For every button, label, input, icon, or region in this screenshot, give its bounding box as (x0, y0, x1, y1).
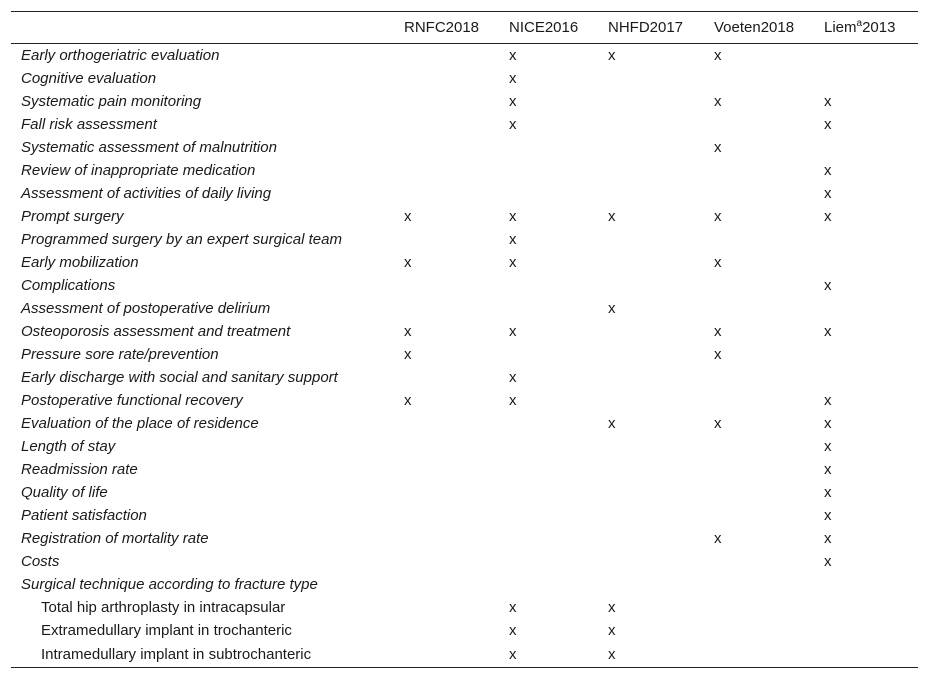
row-mark (499, 159, 598, 182)
row-mark: x (714, 92, 722, 110)
row-mark: x (824, 552, 832, 570)
row-mark: x (404, 207, 412, 225)
row-mark (393, 274, 499, 297)
table-row (11, 366, 918, 389)
row-mark (393, 550, 499, 573)
row-mark (598, 366, 704, 389)
row-mark: x (509, 207, 517, 225)
row-mark (704, 435, 814, 458)
row-mark (598, 389, 704, 412)
row-mark (393, 90, 499, 113)
row-label: Length of stay (21, 437, 116, 455)
row-mark (814, 343, 918, 366)
row-label: Evaluation of the place of residence (21, 414, 259, 432)
row-mark (704, 642, 814, 668)
row-label: Early orthogeriatric evaluation (21, 46, 220, 64)
row-mark: x (824, 161, 832, 179)
row-mark (814, 366, 918, 389)
row-mark: x (824, 92, 832, 110)
row-mark: x (509, 368, 517, 386)
table-row (11, 389, 918, 412)
row-mark (704, 389, 814, 412)
row-mark (499, 274, 598, 297)
row-mark (598, 320, 704, 343)
row-label: Cognitive evaluation (21, 69, 157, 87)
row-mark (393, 412, 499, 435)
row-mark: x (608, 46, 616, 64)
row-label: Quality of life (21, 483, 108, 501)
row-mark (499, 527, 598, 550)
row-mark: x (404, 345, 412, 363)
row-mark: x (714, 207, 722, 225)
row-mark (814, 67, 918, 90)
row-mark (814, 573, 918, 596)
row-mark (499, 343, 598, 366)
row-mark: x (509, 391, 517, 409)
row-mark (393, 596, 499, 619)
table-row (11, 642, 918, 668)
row-mark: x (509, 322, 517, 340)
row-mark (393, 642, 499, 668)
row-mark (704, 504, 814, 527)
row-mark (814, 297, 918, 320)
row-mark (814, 251, 918, 274)
row-mark: x (598, 642, 704, 668)
row-mark (393, 619, 499, 642)
row-mark: x (824, 115, 832, 133)
row-mark: x (404, 391, 412, 409)
row-label: Intramedullary implant in subtrochanteric (11, 642, 393, 668)
row-mark: x (608, 299, 616, 317)
table-row (11, 527, 918, 550)
row-mark (704, 182, 814, 205)
row-mark (598, 228, 704, 251)
row-mark: x (509, 46, 517, 64)
row-mark: x (824, 414, 832, 432)
row-mark: x (824, 483, 832, 501)
row-mark: x (608, 414, 616, 432)
row-mark: x (824, 207, 832, 225)
row-mark (814, 596, 918, 619)
row-label: Fall risk assessment (21, 115, 157, 133)
row-label: Programmed surgery by an expert surgical team (21, 230, 342, 248)
row-mark (704, 113, 814, 136)
row-label: Prompt surgery (21, 207, 124, 225)
header-liem-year: 2013 (862, 19, 896, 36)
table-row (11, 67, 918, 90)
header-row (11, 12, 918, 44)
table-row (11, 596, 918, 619)
row-mark: x (714, 414, 722, 432)
row-mark: x (509, 69, 517, 87)
table-row (11, 573, 918, 596)
row-mark: x (509, 621, 517, 639)
row-label: Assessment of activities of daily living (21, 184, 272, 202)
row-mark (393, 481, 499, 504)
row-mark (393, 44, 499, 67)
row-mark: x (714, 46, 722, 64)
row-mark (499, 412, 598, 435)
row-mark (393, 297, 499, 320)
row-mark (499, 458, 598, 481)
row-mark (393, 228, 499, 251)
row-mark: x (824, 437, 832, 455)
row-mark (598, 343, 704, 366)
table-row (11, 274, 918, 297)
row-mark: x (608, 621, 616, 639)
table-row (11, 113, 918, 136)
header-voeten2018: Voeten2018 (704, 12, 814, 44)
row-mark (598, 182, 704, 205)
header-nice2016: NICE2016 (499, 12, 598, 44)
row-mark (598, 504, 704, 527)
row-mark: x (714, 138, 722, 156)
row-mark (598, 136, 704, 159)
row-mark (704, 550, 814, 573)
header-rnfc2018: RNFC2018 (393, 12, 499, 44)
row-mark (814, 619, 918, 642)
row-mark (704, 481, 814, 504)
row-label: Systematic pain monitoring (21, 92, 202, 110)
table-row (11, 619, 918, 642)
row-label: Costs (21, 552, 60, 570)
row-mark (704, 366, 814, 389)
row-mark: x (714, 345, 722, 363)
table-row (11, 412, 918, 435)
row-mark (704, 274, 814, 297)
row-mark (393, 67, 499, 90)
row-mark (393, 435, 499, 458)
row-mark: x (509, 92, 517, 110)
table-row (11, 504, 918, 527)
header-liem-name: Liem (824, 19, 857, 36)
row-label: Review of inappropriate medication (21, 161, 256, 179)
row-mark (704, 297, 814, 320)
row-mark: x (824, 506, 832, 524)
table-row (11, 90, 918, 113)
row-mark (499, 550, 598, 573)
table-row (11, 550, 918, 573)
row-label: Extramedullary implant in trochanteric (41, 621, 292, 639)
table-row (11, 458, 918, 481)
row-mark: x (824, 322, 832, 340)
table-body (11, 44, 918, 668)
row-mark (704, 573, 814, 596)
row-mark (814, 642, 918, 668)
row-mark (393, 458, 499, 481)
row-mark (598, 573, 704, 596)
row-mark (393, 573, 499, 596)
row-mark (499, 481, 598, 504)
row-mark: x (714, 322, 722, 340)
row-mark (393, 113, 499, 136)
row-mark (704, 596, 814, 619)
row-mark: x (608, 207, 616, 225)
row-mark (393, 159, 499, 182)
row-mark (598, 527, 704, 550)
row-mark: x (404, 253, 412, 271)
table-row (11, 44, 918, 67)
row-mark (598, 435, 704, 458)
table-row (11, 343, 918, 366)
row-label: Total hip arthroplasty in intracapsular (41, 598, 286, 616)
row-mark (393, 504, 499, 527)
row-mark (598, 251, 704, 274)
row-mark: x (404, 322, 412, 340)
table-row (11, 136, 918, 159)
table-row (11, 159, 918, 182)
row-mark (598, 458, 704, 481)
row-mark: x (499, 642, 598, 668)
row-mark (499, 435, 598, 458)
row-mark: x (509, 598, 517, 616)
row-mark (704, 159, 814, 182)
row-mark (598, 274, 704, 297)
row-mark (393, 136, 499, 159)
row-label: Early mobilization (21, 253, 139, 271)
row-mark (814, 136, 918, 159)
row-mark (598, 481, 704, 504)
row-label: Assessment of postoperative delirium (21, 299, 271, 317)
table-container (11, 11, 918, 668)
header-nhfd2017: NHFD2017 (598, 12, 704, 44)
row-mark: x (714, 529, 722, 547)
row-label: Pressure sore rate/prevention (21, 345, 219, 363)
row-mark (393, 527, 499, 550)
table-row (11, 435, 918, 458)
row-mark: x (824, 391, 832, 409)
quality-indicators-table (11, 11, 918, 668)
row-mark (598, 90, 704, 113)
row-mark: x (824, 276, 832, 294)
row-mark: x (509, 115, 517, 133)
row-mark (393, 182, 499, 205)
row-label: Systematic assessment of malnutrition (21, 138, 277, 156)
row-mark: x (824, 184, 832, 202)
row-label: Complications (21, 276, 116, 294)
row-mark (598, 159, 704, 182)
row-mark (704, 619, 814, 642)
row-mark (499, 136, 598, 159)
row-mark: x (509, 253, 517, 271)
row-mark (598, 67, 704, 90)
row-mark: x (608, 598, 616, 616)
row-mark (393, 366, 499, 389)
row-label: Surgical technique according to fracture type (21, 575, 318, 593)
row-mark: x (714, 253, 722, 271)
row-mark (814, 228, 918, 251)
row-mark (814, 44, 918, 67)
table-row (11, 182, 918, 205)
row-mark (704, 458, 814, 481)
row-label: Patient satisfaction (21, 506, 147, 524)
table-row (11, 205, 918, 228)
table-row (11, 251, 918, 274)
row-label: Early discharge with social and sanitary support (21, 368, 338, 386)
table-row (11, 228, 918, 251)
header-liem-footnote-mark: a (856, 18, 863, 29)
row-mark (499, 182, 598, 205)
row-mark (598, 113, 704, 136)
row-mark (704, 67, 814, 90)
row-mark: x (509, 230, 517, 248)
row-mark: x (824, 529, 832, 547)
row-label: Registration of mortality rate (21, 529, 209, 547)
row-mark (704, 228, 814, 251)
row-label: Osteoporosis assessment and treatment (21, 322, 291, 340)
row-mark (598, 550, 704, 573)
header-liem2013 (814, 12, 918, 44)
table-row (11, 320, 918, 343)
row-label: Readmission rate (21, 460, 138, 478)
row-mark (499, 573, 598, 596)
row-label: Postoperative functional recovery (21, 391, 243, 409)
table-row (11, 481, 918, 504)
header-blank (11, 12, 393, 44)
row-mark (499, 297, 598, 320)
row-mark: x (824, 460, 832, 478)
row-mark (499, 504, 598, 527)
table-row (11, 297, 918, 320)
